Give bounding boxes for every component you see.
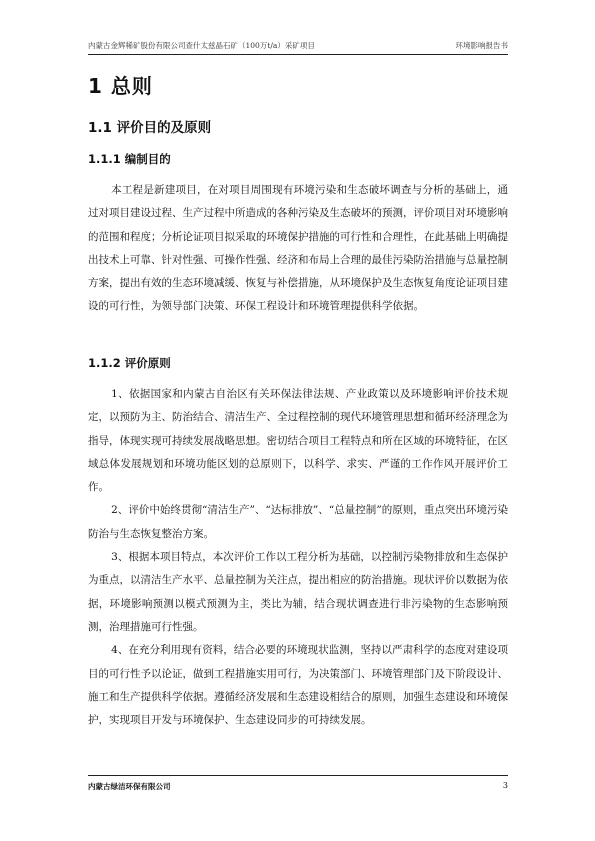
page-number: 3 <box>502 781 508 790</box>
chapter-title: 1 总则 <box>88 74 153 98</box>
page-footer <box>88 775 508 791</box>
paragraph: 2、评价中始终贯彻“清洁生产”、“达标排放”、“总量控制”的原则，重点突出环境污染防治与生态恢复整治方案。 <box>88 504 508 540</box>
paragraph: 1、依据国家和内蒙古自治区有关环保法律法规、产业政策以及环境影响评价技术规定，以预防为主、防治结合、清洁生产、全过程控制的现代环境管理思想和循环经济理念为指导，体现实现可持续发展战略思想。密切结合项目工程特点和所在区域的环境特征，在区域总体发展规划和环境功能区划的总原则下，以科学、求实、严谨的工作作风开展评价工作。 <box>88 388 508 494</box>
footer-company-name: 内蒙古绿洁环保有限公司 <box>88 782 171 791</box>
paragraph: 3、根据本项目特点，本次评价工作以工程分析为基础，以控制污染物排放和生态保护为重点，以清洁生产水平、总量控制为关注点，提出相应的防治措施。现状评价以数据为依据，环境影响预测以模式预测为主，类比为辅，结合现状调查进行非污染物的生态影响预测，治理措施可行性强。 <box>88 551 508 633</box>
header-project-title: 内蒙古金辉稀矿股份有限公司查什太兹晶石矿（100万t/a）采矿项目 <box>88 41 315 50</box>
paragraph: 4、在充分利用现有资料，结合必要的环境现状监测，坚持以严肃科学的态度对建设项目的可行性予以论证，做到工程措施实用可行，为决策部门、环境管理部门及下阶段设计、施工和生产提供科学依据。遵循经济发展和生态建设相结合的原则，加强生态建设和环境保护，实现项目开发与环境保护、生态建设同步的可持续发展。 <box>88 644 508 727</box>
section-title: 1.1 评价目的及原则 <box>88 120 212 136</box>
paragraph: 本工程是新建项目，在对项目周围现有环境污染和生态破坏调查与分析的基础上，通过对项目建设过程、生产过程中所造成的各种污染及生态破坏的预测，评价项目对环境影响的范围和程度；分析论证项目拟采取的环境保护措施的可行性和合理性，在此基础上明确提出技术上可靠、针对性强、可操作性强、经济和布局上合理的最佳污染防治措施与总量控制方案，提出有效的生态环境减缓、恢复与补偿措施，从环境保护及生态恢复角度论证项目建设的可行性，为领导部门决策、环保工程设计和环境管理提供科学依据。 <box>88 184 508 313</box>
subsection-title-principles: 1.1.2 评价原则 <box>88 356 171 370</box>
subsection-body-purpose <box>88 179 508 319</box>
header-document-type: 环境影响报告书 <box>455 41 508 50</box>
subsection-body-principles <box>88 383 508 732</box>
page-header <box>88 38 508 55</box>
subsection-title-purpose: 1.1.1 编制目的 <box>88 152 171 166</box>
